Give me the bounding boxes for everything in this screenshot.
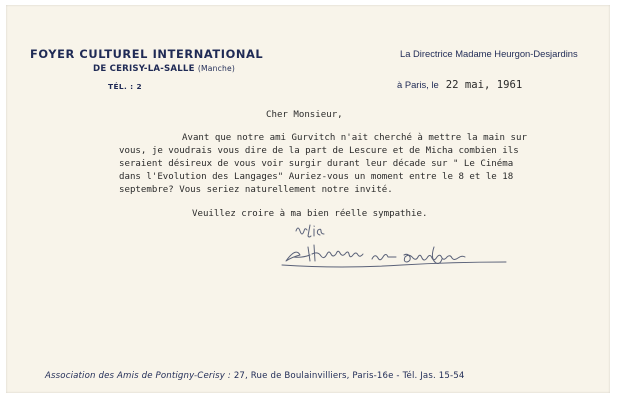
- body-line-4: dans l'Evolution des Langages" Auriez-vous un moment entre le 8 et le 18: [119, 172, 514, 182]
- handwritten-signature: [274, 217, 514, 279]
- organization-telephone: TÉL. : 2: [108, 82, 143, 91]
- letter-date: 22 mai, 1961: [445, 79, 523, 91]
- director-line: La Directrice Madame Heurgon-Desjardins: [400, 48, 578, 59]
- organization-town: DE CERISY-LA-SALLE: [93, 64, 195, 74]
- closing-line: Veuillez croire à ma bien réelle sympathie.: [192, 209, 428, 219]
- organization-department: (Manche): [197, 64, 236, 73]
- footer-address: [45, 371, 464, 381]
- place-prefix: à Paris, le: [397, 79, 439, 90]
- salutation: Cher Monsieur,: [266, 110, 343, 120]
- body-line-1: Avant que notre ami Gurvitch n'ait cherché à mettre la main sur: [182, 133, 527, 143]
- footer-address-text: 27, Rue de Boulainvilliers, Paris-16e - Tél. Jas. 15-54: [233, 371, 465, 381]
- organization-place: [93, 64, 235, 74]
- body-line-2: vous, je voudrais vous dire de la part de Lescure et de Micha combien ils: [119, 146, 519, 156]
- body-line-3: seraient désireux de vous voir surgir durant leur décade sur " Le Cinéma: [119, 159, 514, 169]
- footer-association: Association des Amis de Pontigny-Cerisy :: [45, 371, 231, 381]
- organization-name: FOYER CULTUREL INTERNATIONAL: [30, 47, 264, 61]
- place-date-line: [397, 75, 522, 93]
- body-line-5: septembre? Vous seriez naturellement notre invité.: [119, 185, 393, 195]
- letter-sheet: [6, 5, 610, 393]
